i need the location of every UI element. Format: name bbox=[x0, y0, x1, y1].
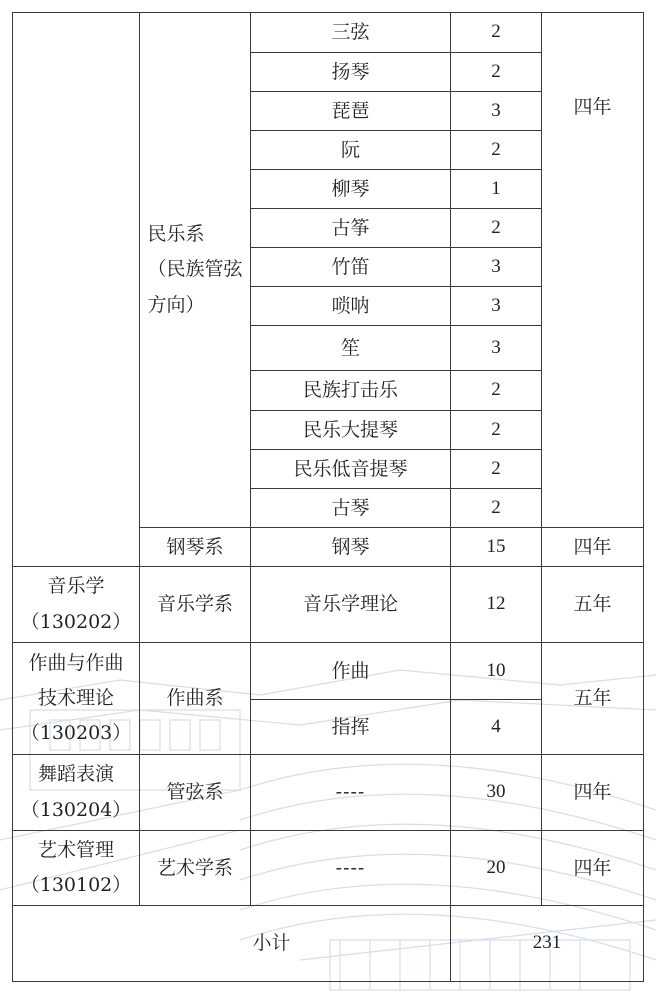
major-name: 艺术管理 bbox=[37, 838, 114, 861]
direction-cell: 阮 bbox=[251, 131, 451, 170]
subtotal-value: 231 bbox=[451, 906, 644, 982]
department-cell: 音乐学系 bbox=[140, 567, 251, 643]
department-line: 方向） bbox=[147, 293, 205, 316]
direction-cell: 唢呐 bbox=[251, 287, 451, 326]
direction-cell: 民乐低音提琴 bbox=[251, 450, 451, 489]
duration-cell: 四年 bbox=[542, 528, 644, 567]
direction-cell: 琵琶 bbox=[251, 92, 451, 131]
count-cell: 2 bbox=[451, 371, 542, 411]
department-cell: 管弦系 bbox=[140, 755, 251, 831]
direction-cell: 指挥 bbox=[251, 700, 451, 755]
major-name: 作曲与作曲 bbox=[28, 651, 124, 674]
subtotal-row bbox=[13, 906, 644, 982]
major-code: （130204） bbox=[20, 798, 132, 821]
direction-cell: 竹笛 bbox=[251, 248, 451, 287]
major-name: 舞蹈表演 bbox=[37, 763, 114, 786]
department-line: 民乐系 bbox=[147, 223, 205, 246]
count-cell: 2 bbox=[451, 450, 542, 489]
enrollment-table bbox=[12, 12, 644, 982]
department-cell: 钢琴系 bbox=[140, 528, 251, 567]
duration-cell: 四年 bbox=[542, 755, 644, 831]
count-cell: 2 bbox=[451, 411, 542, 450]
count-cell: 2 bbox=[451, 131, 542, 170]
count-cell: 4 bbox=[451, 700, 542, 755]
duration-cell: 四年 bbox=[542, 13, 644, 528]
count-cell: 10 bbox=[451, 643, 542, 700]
count-cell: 2 bbox=[451, 13, 542, 53]
table-row bbox=[13, 13, 644, 53]
duration-cell: 四年 bbox=[542, 831, 644, 906]
direction-cell: 民族打击乐 bbox=[251, 371, 451, 411]
direction-cell: ---- bbox=[251, 755, 451, 831]
department-line: （民族管弦 bbox=[147, 258, 243, 281]
major-code: （130102） bbox=[20, 874, 132, 896]
duration-cell: 五年 bbox=[542, 567, 644, 643]
direction-cell: 作曲 bbox=[251, 643, 451, 700]
direction-cell: 三弦 bbox=[251, 13, 451, 53]
major-cell bbox=[13, 755, 140, 831]
direction-cell: 民乐大提琴 bbox=[251, 411, 451, 450]
table-row bbox=[13, 567, 644, 643]
duration-cell: 五年 bbox=[542, 643, 644, 755]
direction-cell: 古琴 bbox=[251, 489, 451, 528]
direction-cell: 柳琴 bbox=[251, 170, 451, 209]
count-cell: 3 bbox=[451, 326, 542, 371]
count-cell: 30 bbox=[451, 755, 542, 831]
direction-cell: 音乐学理论 bbox=[251, 567, 451, 643]
major-cell bbox=[13, 643, 140, 755]
major-cell bbox=[13, 831, 140, 906]
count-cell: 12 bbox=[451, 567, 542, 643]
major-name: 技术理论 bbox=[37, 686, 114, 709]
major-code: （130202） bbox=[20, 610, 132, 633]
subtotal-label: 小计 bbox=[13, 906, 451, 982]
major-cell-empty bbox=[13, 13, 140, 567]
major-name: 音乐学 bbox=[47, 575, 105, 598]
direction-cell: 古筝 bbox=[251, 209, 451, 248]
table-row bbox=[13, 831, 644, 906]
department-cell: 作曲系 bbox=[140, 643, 251, 755]
major-cell bbox=[13, 567, 140, 643]
direction-cell: 钢琴 bbox=[251, 528, 451, 567]
count-cell: 2 bbox=[451, 53, 542, 92]
count-cell: 3 bbox=[451, 92, 542, 131]
department-cell: 艺术学系 bbox=[140, 831, 251, 906]
table-row bbox=[13, 755, 644, 831]
count-cell: 20 bbox=[451, 831, 542, 906]
count-cell: 3 bbox=[451, 287, 542, 326]
department-cell bbox=[140, 13, 251, 528]
count-cell: 1 bbox=[451, 170, 542, 209]
count-cell: 2 bbox=[451, 209, 542, 248]
table-row bbox=[13, 643, 644, 700]
direction-cell: ---- bbox=[251, 831, 451, 906]
major-code: （130203） bbox=[20, 722, 132, 745]
direction-cell: 扬琴 bbox=[251, 53, 451, 92]
count-cell: 3 bbox=[451, 248, 542, 287]
count-cell: 15 bbox=[451, 528, 542, 567]
count-cell: 2 bbox=[451, 489, 542, 528]
direction-cell: 笙 bbox=[251, 326, 451, 371]
